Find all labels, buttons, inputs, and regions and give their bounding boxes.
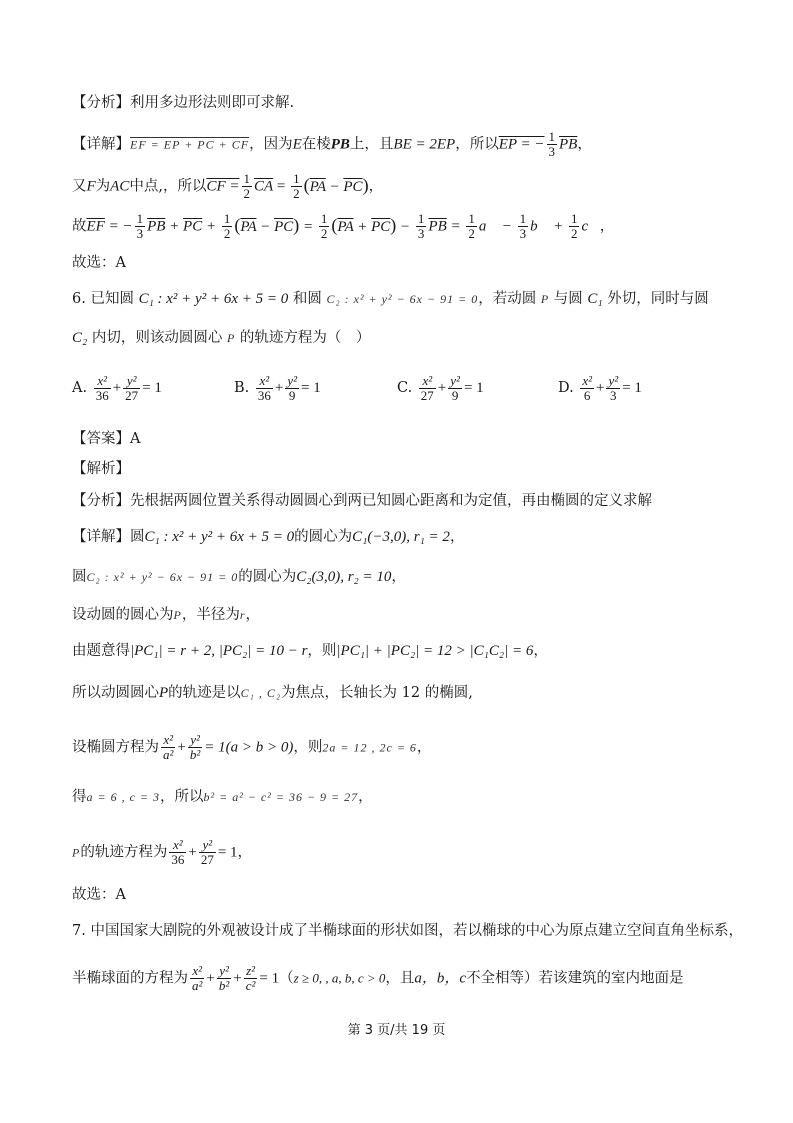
fraction-x-36: $\frac{\text{x²}}{36}$	[171, 837, 185, 867]
condition: z ≥ 0, , a, b, c > 0	[293, 970, 386, 986]
distance-equation: |PC₁| = r + 2, |PC₂| = 10 − r	[130, 643, 308, 659]
text: ，则	[307, 643, 337, 659]
detail-c1-line	[72, 526, 733, 548]
choice-line-1	[72, 252, 733, 274]
text: 故	[72, 218, 87, 235]
punct: ，	[237, 844, 253, 861]
text: 已知圆	[90, 291, 134, 307]
question-6-line-2	[72, 327, 733, 349]
question-6-line-1	[72, 288, 733, 310]
punct: ，	[391, 569, 406, 585]
detail-line-3	[72, 212, 733, 241]
text: 的轨迹是以	[168, 685, 241, 701]
answer-line	[72, 428, 733, 450]
text: 外切，同时与圆	[607, 291, 709, 307]
option-label: C.	[397, 380, 413, 396]
text: ，半径为	[181, 607, 240, 623]
ellipse-condition: = 1(a > b > 0)	[204, 739, 294, 756]
option-a[interactable]: A. $\frac{\text{x²}}{36}$ + $\frac{\text{y²}}{27}$ = 1	[72, 372, 162, 403]
c2-center-radius: C₂(3,0), r₂ = 10	[296, 569, 392, 585]
rhs: = 1	[259, 970, 280, 987]
detail-result-line: P的轨迹方程为 $\frac{\text{x²}}{36}$ + $\frac{\text{y²}}{27}$ = 1，	[72, 837, 253, 867]
option-d[interactable]: D. $\frac{\text{x²}}{6}$ + $\frac{\text{y²}}{3}$ = 1	[558, 372, 642, 403]
option-rhs: = 1	[622, 380, 642, 396]
circle-c1-equation: C₁ : x² + y² + 6x + 5 = 0	[144, 529, 295, 545]
punct: ，	[416, 739, 432, 756]
point-p: P	[159, 685, 169, 701]
analysis-line-1	[72, 92, 733, 114]
text: 为焦点，长轴长为 12 的椭圆,	[281, 685, 473, 701]
punct: ，	[449, 529, 465, 545]
abc: a，b，c	[414, 970, 467, 987]
fraction-half: $\frac{1}{2}$	[570, 211, 578, 241]
text: 不全相等）若该建筑的室内地面是	[466, 970, 684, 987]
circle-c1-equation: C₁ : x² + y² + 6x + 5 = 0	[138, 291, 289, 307]
fraction-half: $\frac{1}{2}$	[243, 171, 250, 201]
fraction-y-b: $\frac{\text{y²}}{\text{b²}}$	[189, 732, 201, 762]
detail-c2-line	[72, 566, 733, 588]
option-rhs: = 1	[463, 380, 484, 396]
option-fraction-x: $\frac{\text{x²}}{36}$	[95, 372, 109, 403]
question-7-line-2: 半椭球面的方程为 $\frac{\text{x²}}{\text{a²}}$ + $\frac{\text{y²}}{\text{b²}}$ + $\frac{\text{z²}}{\text{c²}}$ = 1（z ≥ 0, , a, b, c > 0，且a，b，c不全相等）若该建筑的室内地面是	[72, 963, 684, 993]
detail-ellipse-equation-line: 设椭圆方程为 $\frac{\text{x²}}{\text{a²}}$ + $\frac{\text{y²}}{\text{b²}}$ = 1(a > b > 0)，则2a = 12 , 2c = 6，	[72, 732, 432, 762]
option-fraction-x: $\frac{\text{x²}}{27}$	[420, 372, 434, 403]
choice-text: 故选：A	[72, 887, 126, 903]
text: 所以动圆圆心	[72, 685, 159, 701]
answer-options	[72, 368, 732, 408]
punct: ，	[599, 218, 615, 235]
punct: ，	[245, 607, 261, 623]
vector-cf: CF =	[206, 178, 240, 195]
c1-center-radius: C₁(−3,0), r₁ = 2	[352, 529, 450, 545]
option-c[interactable]: C. $\frac{\text{x²}}{27}$ + $\frac{\text{y²}}{9}$ = 1	[397, 372, 484, 403]
expr: $(\overline{PA} + \overline{PC})$ −	[331, 214, 414, 235]
question-number: 6.	[72, 291, 86, 307]
text: 又	[72, 178, 87, 195]
text: 中国国家大剧院的外观被设计成了半椭球面的形状如图，若以椭球的中心为原点建立空间直角坐标系，	[90, 923, 743, 939]
fraction-one-third: $\frac{1}{3}$	[548, 129, 556, 159]
circle-c2-equation: C₂ : x² + y² − 6x − 91 = 0	[326, 292, 479, 306]
ef-expression: $\overline{EF}$ = −	[86, 218, 133, 235]
expr: $\overline{PB}$ =	[428, 218, 465, 235]
detail-text: ，因为	[249, 136, 293, 153]
circle-c1: C₁	[587, 291, 603, 307]
text: ，若动圆	[478, 291, 537, 307]
choice-text: 故选：A	[72, 255, 126, 271]
text: 和圆	[292, 291, 322, 307]
vector-pb: $\overline{PB}$	[559, 136, 578, 153]
jiexi-line	[72, 458, 733, 480]
text: 的圆心为	[238, 569, 297, 585]
text: 设动圆的圆心为	[72, 607, 174, 623]
analysis-text: 【分析】先根据两圆位置关系得动圆圆心到两已知圆心距离和为定值，再由椭圆的定义求解	[72, 493, 652, 509]
option-label: D.	[558, 380, 574, 396]
point-p: P	[72, 845, 81, 860]
fraction-y-b: $\frac{\text{y²}}{\text{b²}}$	[218, 963, 230, 993]
punct: ，	[577, 136, 592, 153]
expr: $(\overline{PA} - \overline{PC})$ =	[234, 214, 317, 235]
vector-a: a⃗ −	[478, 218, 516, 235]
a-c-values: a = 6 , c = 3	[86, 790, 161, 804]
punct: ，	[358, 789, 373, 805]
option-rhs: = 1	[142, 380, 162, 396]
text: ，且	[385, 970, 415, 987]
text: 的轨迹方程为（ ）	[239, 330, 371, 346]
choice-line-2	[72, 884, 733, 906]
text: 半椭球面的方程为	[72, 970, 188, 987]
expr: $\overline{PB} + \overline{PC}$ +	[147, 218, 220, 235]
text: 为	[95, 178, 111, 195]
axis-values: 2a = 12 , 2c = 6	[322, 740, 417, 755]
point-e: E	[292, 136, 302, 153]
radius-r: r	[239, 608, 246, 622]
distance-sum: |PC₁| + |PC₂| = 12 > |C₁C₂| = 6	[336, 643, 534, 659]
fraction-half: $\frac{1}{2}$	[223, 211, 231, 241]
detail-text: 在棱	[301, 136, 331, 153]
question-number: 7.	[72, 923, 86, 939]
text: 【详解】圆	[72, 529, 145, 545]
fraction-half: $\frac{1}{2}$	[468, 211, 475, 241]
fraction-x-a: $\frac{\text{x²}}{\text{a²}}$	[192, 963, 203, 993]
analysis-text: 【分析】利用多边形法则即可求解.	[72, 95, 295, 111]
point-p: P	[540, 292, 550, 306]
punct: ，	[533, 643, 548, 659]
fraction-one-third: $\frac{1}{3}$	[417, 211, 425, 241]
detail-label: 【详解】	[72, 136, 130, 153]
detail-moving-circle-line	[72, 604, 733, 626]
option-fraction-y: $\frac{\text{y²}}{9}$	[287, 372, 298, 403]
text: 得	[72, 789, 87, 805]
point-p: P	[173, 608, 182, 622]
text: ，所以	[160, 789, 204, 805]
option-b[interactable]: B. $\frac{\text{x²}}{36}$ + $\frac{\text{y²}}{9}$ = 1	[234, 372, 321, 403]
fraction-z-c: $\frac{\text{z²}}{\text{c²}}$	[245, 963, 256, 993]
vector-b: b⃗ +	[530, 218, 567, 235]
option-fraction-y: $\frac{\text{y²}}{3}$	[608, 372, 619, 403]
detail-line-1	[72, 130, 733, 159]
option-fraction-x: $\frac{\text{x²}}{36}$	[257, 372, 271, 403]
vector-equation: EF = EP + PC + CF	[130, 137, 250, 152]
detail-line-2: 又F为AC中点,，所以CF = $\frac{1}{2}$ $\overline{CA}$ = $\frac{1}{2}$ $(\overline{PA} - \overline{PC})$，	[72, 171, 384, 201]
option-fraction-y: $\frac{\text{y²}}{9}$	[450, 372, 460, 403]
option-label: B.	[234, 380, 250, 396]
question-7-line-1	[72, 920, 743, 942]
fraction-half: $\frac{1}{2}$	[320, 211, 328, 241]
option-rhs: = 1	[301, 380, 321, 396]
vector-ca: $\overline{CA}$	[254, 178, 274, 195]
page-footer: 第 3 页/共 19 页	[347, 1023, 446, 1038]
text: 由题意得	[72, 643, 130, 659]
option-fraction-x: $\frac{\text{x²}}{6}$	[582, 372, 592, 403]
answer-text: 【答案】A	[72, 431, 141, 447]
fraction-one-third: $\frac{1}{3}$	[136, 211, 144, 241]
analysis-line-2	[72, 490, 733, 512]
text: 圆	[72, 569, 87, 585]
foci: C₁ , C₂	[240, 686, 282, 700]
jiexi-label: 【解析】	[72, 461, 130, 477]
option-label: A.	[72, 380, 88, 396]
point-p: P	[226, 331, 236, 345]
text: 的圆心为	[294, 529, 353, 545]
detail-distance-line	[72, 640, 733, 662]
text: （	[279, 970, 294, 987]
detail-text: ，所以	[455, 136, 499, 153]
text: 与圆	[553, 291, 583, 307]
text: ，则	[293, 739, 323, 756]
fraction-one-third: $\frac{1}{3}$	[519, 211, 527, 241]
detail-text: 上，且	[349, 136, 394, 153]
option-fraction-y: $\frac{\text{y²}}{27}$	[125, 372, 139, 403]
condition-be: BE = 2EP	[393, 136, 456, 153]
circle-c2-equation: C₂ : x² + y² − 6x − 91 = 0	[86, 570, 239, 584]
vector-c: c⃗	[581, 218, 600, 235]
segment-ac: AC	[110, 178, 130, 195]
result-ep: EP = −	[498, 136, 545, 153]
punct: ，	[368, 178, 384, 195]
detail-ellipse-line	[72, 682, 733, 704]
fraction-x-a: $\frac{\text{x²}}{\text{a²}}$	[163, 732, 174, 762]
edge-pb: PB	[330, 136, 350, 153]
text: 设椭圆方程为	[72, 739, 159, 756]
text: 内切，则该动圆圆心	[91, 330, 223, 346]
circle-c2: C₂	[72, 330, 88, 346]
detail-values-line	[72, 786, 733, 808]
fraction-half: $\frac{1}{2}$	[293, 171, 300, 201]
text: 的轨迹方程为	[80, 844, 168, 861]
fraction-y-27: $\frac{\text{y²}}{27}$	[200, 837, 214, 867]
point-f: F	[86, 178, 96, 195]
b-squared-value: b² = a² − c² = 36 − 9 = 27	[203, 790, 359, 804]
text: 中点,，所以	[129, 178, 207, 195]
vector-diff: $(\overline{PA} - \overline{PC})$	[303, 174, 369, 195]
rhs: = 1	[217, 844, 238, 861]
